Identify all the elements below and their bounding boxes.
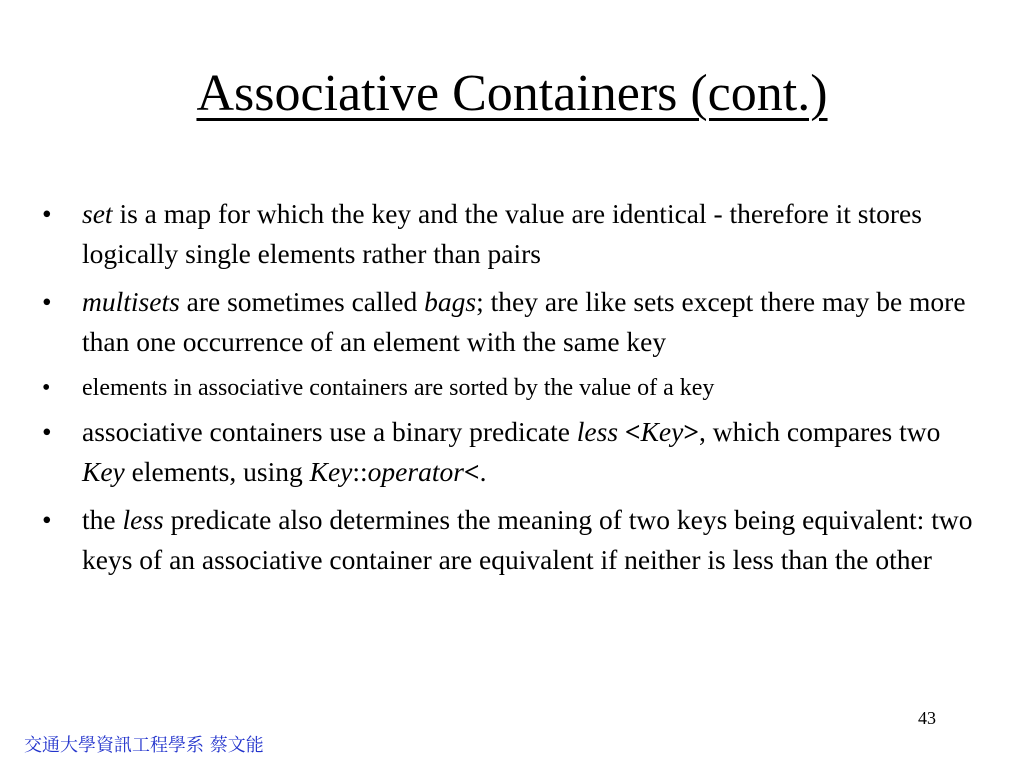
operator-less: <: [463, 456, 480, 487]
bullet-text: are sometimes called: [179, 286, 425, 317]
term-operator: operator: [367, 456, 464, 487]
term-less: less: [576, 416, 619, 447]
bullet-text: ; they are like sets except there may be more than one occurrence of an element with the same key: [82, 286, 966, 357]
term-multisets: multisets: [82, 286, 180, 317]
angle-open: <: [618, 416, 641, 447]
bullet-text: elements in associative containers are sorted by the value of a key: [82, 375, 715, 401]
bullet-icon: •: [42, 416, 52, 447]
bullet-text: the: [82, 504, 123, 535]
bullet-icon: •: [42, 286, 52, 317]
bullet-text: elements, using: [124, 456, 310, 487]
term-key: Key: [82, 456, 125, 487]
bullet-icon: •: [42, 504, 52, 535]
bullet-icon: •: [42, 375, 51, 401]
bullet-item-sorted: [42, 370, 982, 406]
term-less: less: [122, 504, 164, 535]
term-key: Key: [309, 456, 353, 487]
bullet-icon: •: [42, 198, 52, 229]
term-key: Key: [640, 416, 684, 447]
term-set: set: [82, 198, 113, 229]
bullet-item-equivalence: [42, 500, 982, 580]
slide-title: [0, 62, 1024, 126]
bullet-text: associative containers use a binary predicate: [82, 416, 577, 447]
scope-separator: ::: [352, 456, 368, 487]
bullet-text: .: [479, 456, 487, 487]
bullet-list: [42, 194, 982, 588]
footer-author: 交通大學資訊工程學系 蔡文能: [24, 735, 264, 756]
bullet-item-multisets: [42, 282, 982, 362]
bullet-item-predicate: [42, 412, 982, 492]
page-number: 43: [918, 708, 936, 728]
bullet-item-set: [42, 194, 982, 274]
bullet-text: is a map for which the key and the value are identical - therefore it stores logically single elements rather than pairs: [82, 198, 922, 269]
term-bags: bags: [424, 286, 477, 317]
bullet-text: predicate also determines the meaning of two keys being equivalent: two keys of an associative container are equivalent if neither is less than the other: [82, 504, 973, 575]
bullet-text: , which compares two: [699, 416, 941, 447]
slide-title-text: Associative Containers (cont.): [196, 65, 828, 122]
angle-close: >: [683, 416, 700, 447]
